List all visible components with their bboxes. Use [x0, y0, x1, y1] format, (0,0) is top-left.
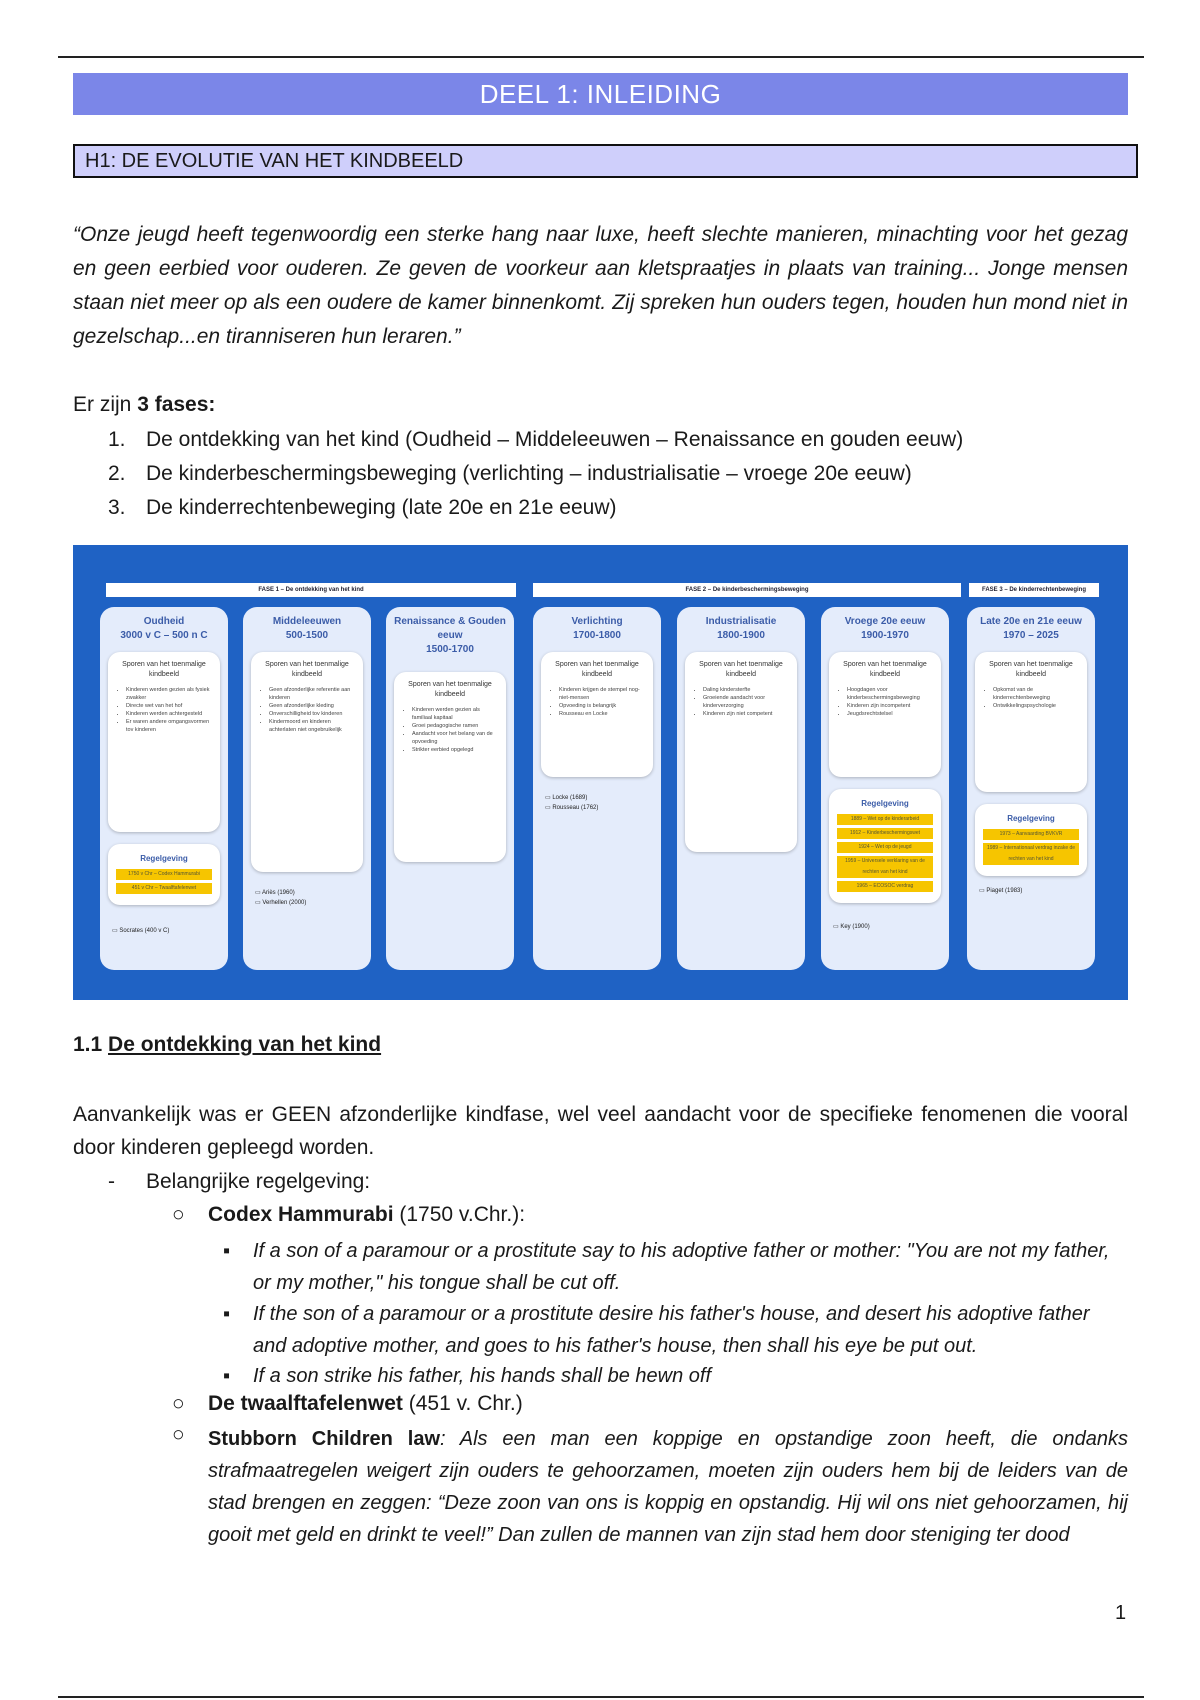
column-title: Industrialisatie — [705, 616, 777, 627]
column-title: Oudheid — [143, 616, 185, 627]
kindbeeld-card — [108, 652, 220, 832]
card-bullet: • Ontwikkelingspsychologie — [993, 702, 1081, 710]
card-bullet: • Kinderen zijn niet competent — [703, 710, 791, 718]
book-references — [979, 886, 1022, 896]
card-bullet: • Hoogdagen voor kinderbeschermingsbeweging — [847, 686, 935, 702]
card-bullet: • Kindermoord en kinderen achterlaten niet ongebruikelijk — [269, 718, 357, 734]
regelgeving-item: 1959 – Universele verklaring van de rechten van het kind — [837, 856, 933, 878]
book-reference: ▭ Verhellen (2000) — [255, 900, 307, 906]
reg-label: - Belangrijke regelgeving: — [108, 1170, 371, 1193]
card-bullet: • Strikter eerbied opgelegd — [412, 746, 500, 754]
column-title: Vroege 20e eeuw — [844, 616, 926, 627]
kindbeeld-card — [829, 652, 941, 777]
regelgeving-item: 1912 – Kinderbeschermingswet — [837, 828, 933, 839]
regelgeving-item: 1989 – Internationaal verdrag inzake de rechten van het kind — [983, 843, 1079, 865]
card-bullet: • Opkomst van de kinderrechtenbeweging — [993, 686, 1081, 702]
column-title: Verlichting — [571, 616, 623, 627]
intro-quote: “Onze jeugd heeft tegenwoordig een sterke hang naar luxe, heeft slechte manieren, minachting voor het gezag en geen eerbied voor ouderen. Ze geven de voorkeur aan kletspraatjes in plaats van training... Jonge mensen staan niet meer op als een oudere de kamer binnenkomt. Zij spreken hun ouders tegen, houden hun mond niet in gezelschap...en tiranniseren hun leraren.” — [73, 223, 1128, 348]
codex-rule: ▪ If the son of a paramour or a prostitute desire his father's house, and desert his adoptive father and adoptive mother, and goes to his father's house, then shall his eye be put out. — [223, 1303, 1090, 1357]
card-bullet: • Onverschilligheid tov kinderen — [269, 710, 357, 718]
card-title: Sporen van het toenmalige kindbeeld — [408, 681, 492, 698]
regelgeving-title: Regelgeving — [1007, 814, 1055, 823]
card-title: Sporen van het toenmalige kindbeeld — [555, 661, 639, 678]
top-rule — [58, 56, 1144, 58]
column-title: Middeleeuwen — [272, 616, 342, 627]
book-references — [545, 793, 598, 813]
column-title: Renaissance & Gouden eeuw — [394, 616, 506, 641]
regelgeving-item: 1965 – ECOSOC verdrag — [837, 881, 933, 892]
phase-bar: FASE 3 – De kinderrechtenbeweging — [969, 583, 1099, 597]
twaalf-item: ○ De twaalftafelenwet (451 v. Chr.) — [172, 1392, 523, 1415]
card-title: Sporen van het toenmalige kindbeeld — [989, 661, 1073, 678]
bottom-rule — [58, 1696, 1144, 1698]
card-bullet: • Daling kindersterfte — [703, 686, 791, 694]
column-period: 1800-1900 — [717, 630, 765, 641]
regelgeving-item: 1889 – Wet op de kinderarbeid — [837, 814, 933, 825]
regelgeving-card — [108, 844, 220, 905]
codex-item: ○ Codex Hammurabi (1750 v.Chr.): — [172, 1203, 526, 1226]
card-bullet: • Kinderen werden achtergesteld — [126, 710, 214, 718]
column-period: 1970 – 2025 — [1003, 630, 1059, 641]
regelgeving-item: 1924 – Wet op de jeugd — [837, 842, 933, 853]
part-banner: DEEL 1: INLEIDING — [73, 73, 1128, 115]
card-bullet: • Geen afzonderlijke kleding — [269, 702, 357, 710]
kindbeeld-card — [394, 672, 506, 862]
card-title: Sporen van het toenmalige kindbeeld — [843, 661, 927, 678]
regelgeving-title: Regelgeving — [861, 799, 909, 808]
card-bullet: • Er waren andere omgangsvormen tov kinderen — [126, 718, 214, 734]
card-bullet: • Aandacht voor het belang van de opvoeding — [412, 730, 500, 746]
timeline-column — [967, 607, 1095, 970]
card-title: Sporen van het toenmalige kindbeeld — [265, 661, 349, 678]
kindbeeld-card — [975, 652, 1087, 792]
regelgeving-item: 451 v Chr – Twaalftafelenwet — [116, 883, 212, 894]
column-period: 500-1500 — [285, 630, 329, 641]
regelgeving-item: 1973 – Aanvaarding BVKVR — [983, 829, 1079, 840]
card-bullet: • Groeiende aandacht voor kinderverzorging — [703, 694, 791, 710]
phase-item: 3. De kinderrechtenbeweging (late 20e en 21e eeuw) — [108, 496, 617, 519]
regelgeving-card — [975, 804, 1087, 876]
book-reference: ▭ Ariès (1960) — [255, 890, 295, 896]
book-reference: ▭ Rousseau (1762) — [545, 805, 599, 811]
card-bullet: • Directe wet van het hof — [126, 702, 214, 710]
card-bullet: • Rousseau en Locke — [559, 710, 647, 718]
column-period: 1500-1700 — [426, 644, 474, 655]
codex-rule: ▪ If a son of a paramour or a prostitute say to his adoptive father or mother: "You are not my father, or my mother," his tongue shall be cut off. — [223, 1240, 1110, 1294]
card-title: Sporen van het toenmalige kindbeeld — [122, 661, 206, 678]
column-period: 3000 v C – 500 n C — [120, 630, 208, 641]
section-intro: Aanvankelijk was er GEEN afzonderlijke kindfase, wel veel aandacht voor de specifieke fenomenen die vooral door kinderen gepleegd worden. — [73, 1103, 1128, 1159]
timeline-column — [386, 607, 514, 970]
phase-bar: FASE 2 – De kinderbeschermingsbeweging — [533, 583, 961, 597]
card-bullet: • Groei pedagogische ramen — [412, 722, 500, 730]
timeline-column — [821, 607, 949, 970]
column-period: 1700-1800 — [573, 630, 621, 641]
card-bullet: • Kinderen krijgen de stempel nog-niet-mensen — [559, 686, 647, 702]
kindbeeld-card — [685, 652, 797, 852]
book-references — [255, 888, 306, 908]
card-bullet: • Kinderen werden gezien als fysiek zwakker — [126, 686, 214, 702]
book-reference: ▭ Socrates (400 v C) — [112, 928, 170, 934]
regelgeving-item: 1750 v Chr – Codex Hammurabi — [116, 869, 212, 880]
page-number: 1 — [1115, 1602, 1127, 1624]
book-references — [112, 926, 169, 936]
book-reference: ▭ Key (1900) — [833, 924, 870, 930]
timeline-column — [243, 607, 371, 970]
stubborn-item: Stubborn Children law: Als een man een koppige en opstandige zoon heeft, die ondanks strafmaatregelen weigert zijn ouders te gehoorzamen, moeten zijn ouders hem bij de leiders van de stad brengen en zeggen: “Deze zoon van ons is koppig en opstandig. Hij wil ons niet gehoorzamen, hij gooit met geld en drinkt te veel!” Dan zullen de mannen van zijn stad hem door steniging ter dood — [208, 1428, 1128, 1546]
column-period: 1900-1970 — [861, 630, 909, 641]
phase-item: 2. De kinderbeschermingsbeweging (verlichting – industrialisatie – vroege 20e eeuw) — [108, 462, 912, 485]
book-reference: ▭ Locke (1689) — [545, 795, 588, 801]
timeline-column — [100, 607, 228, 970]
section-heading: 1.1 De ontdekking van het kind — [73, 1033, 382, 1056]
chapter-heading: H1: DE EVOLUTIE VAN HET KINDBEELD — [73, 144, 1138, 178]
timeline-column — [533, 607, 661, 970]
card-bullet: • Jeugdsrechtstelsel — [847, 710, 935, 718]
phases-intro: Er zijn 3 fases: — [73, 393, 216, 416]
card-bullet: • Kinderen werden gezien als familiaal kapitaal — [412, 706, 500, 722]
timeline-column — [677, 607, 805, 970]
phases-list — [108, 423, 1108, 525]
card-bullet: • Opvoeding is belangrijk — [559, 702, 647, 710]
regelgeving-title: Regelgeving — [140, 854, 188, 863]
book-references — [833, 922, 870, 932]
kindbeeld-card — [251, 652, 363, 872]
regelgeving-card — [829, 789, 941, 903]
column-title: Late 20e en 21e eeuw — [980, 616, 1082, 627]
phase-bar: FASE 1 – De ontdekking van het kind — [106, 583, 516, 597]
phase-item: 1. De ontdekking van het kind (Oudheid – Middeleeuwen – Renaissance en gouden eeuw) — [108, 428, 964, 451]
kindbeeld-card — [541, 652, 653, 777]
card-bullet: • Kinderen zijn incompetent — [847, 702, 935, 710]
book-reference: ▭ Piaget (1983) — [979, 888, 1023, 894]
codex-rule: ▪ If a son strike his father, his hands shall be hewn off — [223, 1365, 712, 1387]
stubborn-bullet: ○ — [172, 1423, 185, 1446]
timeline-infographic — [73, 545, 1128, 1000]
card-bullet: • Geen afzonderlijke referentie aan kinderen — [269, 686, 357, 702]
card-title: Sporen van het toenmalige kindbeeld — [699, 661, 783, 678]
